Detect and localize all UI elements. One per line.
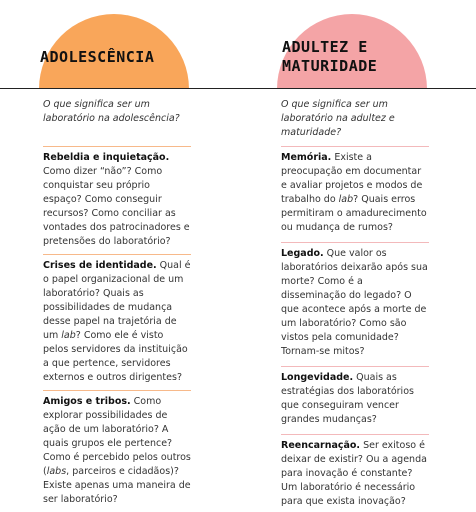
item-title: Legado.: [281, 248, 324, 259]
item-emphasis: lab: [61, 330, 76, 341]
item-divider: [43, 254, 191, 255]
item-divider: [281, 242, 429, 243]
item-title: Longevidade.: [281, 372, 354, 383]
item-title: Reencarnação.: [281, 440, 361, 451]
item-body: Como dizer “não”? Como conquistar seu próprio espaço? Como conseguir recursos? Como conciliar as vontades dos patrocinadores e pretensões do laboratório?: [43, 166, 190, 247]
right-heading-line2: MATURIDADE: [282, 57, 378, 75]
right-item-reencarnacao: [281, 434, 429, 509]
left-item-amigos: [43, 390, 191, 507]
item-divider: [43, 390, 191, 391]
right-heading: [282, 38, 377, 76]
item-text: [281, 371, 429, 427]
item-body: ? Como ele é visto pelos servidores da instituição a que pertence, servidores externos e outros dirigentes?: [43, 330, 188, 383]
item-text: [281, 247, 429, 359]
item-divider: [281, 146, 429, 147]
item-divider: [281, 434, 429, 435]
item-title: Amigos e tribos.: [43, 396, 131, 407]
item-body: Quais as estratégias dos laboratórios que conseguiram vencer grandes mudanças?: [281, 372, 414, 425]
item-emphasis: lab: [338, 194, 354, 205]
left-heading: ADOLESCÊNCIA: [40, 48, 155, 66]
item-body: , parceiros e cidadãos)? Existe apenas uma maneira de ser laboratório?: [43, 466, 191, 505]
item-title: Crises de identidade.: [43, 260, 157, 271]
item-text: [281, 151, 429, 235]
right-item-memoria: [281, 146, 429, 235]
left-column: [43, 98, 191, 507]
item-text: [281, 439, 429, 509]
right-item-legado: [281, 242, 429, 359]
right-question: O que significa ser um laboratório na adultez e maturidade?: [281, 99, 395, 138]
item-text: [43, 259, 191, 385]
horizontal-rule: [0, 88, 476, 89]
item-emphasis: labs: [46, 466, 67, 477]
item-body: Que valor os laboratórios deixarão após sua morte? Como é a disseminação do legado? O que acontece após a morte de um laboratório? Como são vistos pela comunidade? Tornam-se mitos?: [281, 248, 428, 357]
item-body: Existe a preocupação em documentar e avaliar projetos e modos de trabalho do: [281, 152, 423, 205]
item-title: Memória.: [281, 152, 332, 163]
left-item-rebeldia: [43, 146, 191, 249]
right-heading-line1: ADULTEZ E: [282, 38, 368, 56]
left-question: O que significa ser um laboratório na adolescência?: [43, 99, 180, 124]
right-column: [281, 98, 429, 509]
item-divider: [281, 366, 429, 367]
right-item-longevidade: [281, 366, 429, 427]
item-divider: [43, 146, 191, 147]
item-body: Como explorar possibilidades de ação de um laboratório? A quais grupos ele pertence? Como é percebido pelos outros (: [43, 396, 191, 477]
item-body: ? Quais erros permitiram o amadurecimento ou mudança de rumos?: [281, 194, 427, 233]
item-text: [43, 151, 191, 249]
item-body: Qual é o papel organizacional de um laboratório? Quais as possibilidades de mudança desse papel na trajetória de um: [43, 260, 191, 341]
item-title: Rebeldia e inquietação.: [43, 152, 170, 163]
left-item-crises: [43, 254, 191, 385]
item-body: Ser exitoso é deixar de existir? Ou a agenda para inovação é constante? Um laboratório é necessário para que exista inovação?: [281, 440, 427, 507]
item-text: [43, 395, 191, 507]
